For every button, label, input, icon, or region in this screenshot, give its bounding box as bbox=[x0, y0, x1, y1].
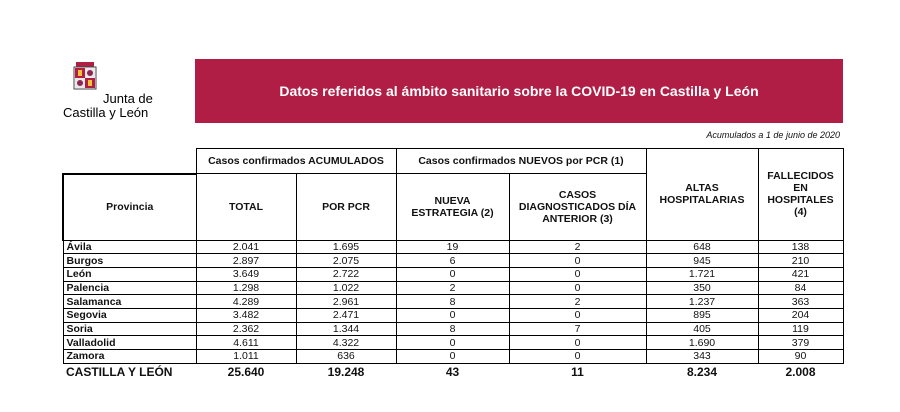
header-total: TOTAL bbox=[196, 174, 296, 241]
total-deaths: 2.008 bbox=[785, 364, 816, 379]
junta-logo bbox=[58, 62, 178, 122]
cell-pcr: 1.344 bbox=[296, 322, 396, 336]
cell-new-strategy: 8 bbox=[396, 322, 509, 336]
total-total: 25.640 bbox=[227, 364, 265, 379]
cell-discharges: 945 bbox=[646, 254, 758, 268]
logo-line-2: Castilla y León bbox=[63, 105, 149, 120]
table-row bbox=[63, 308, 843, 322]
cell-total: 2.362 bbox=[196, 322, 296, 336]
header-province: Provincia bbox=[63, 174, 196, 241]
cell-deaths: 138 bbox=[758, 240, 843, 254]
cell-new-strategy: 2 bbox=[396, 281, 509, 295]
cell-prev-day: 0 bbox=[509, 281, 646, 295]
cell-total: 3.482 bbox=[196, 308, 296, 322]
total-discharges: 8.234 bbox=[686, 364, 718, 379]
cell-pcr: 2.961 bbox=[296, 295, 396, 309]
table-body bbox=[63, 240, 843, 363]
totals-row bbox=[63, 363, 843, 380]
cell-province: Segovia bbox=[63, 308, 196, 322]
cell-new-strategy: 6 bbox=[396, 254, 509, 268]
cell-total: 2.897 bbox=[196, 254, 296, 268]
cell-prev-day: 0 bbox=[509, 254, 646, 268]
cell-province: Soria bbox=[63, 322, 196, 336]
cell-prev-day: 0 bbox=[509, 308, 646, 322]
group-accumulated: Casos confirmados ACUMULADOS bbox=[196, 149, 396, 174]
total-new-strategy: 43 bbox=[445, 364, 460, 379]
cell-prev-day: 7 bbox=[509, 322, 646, 336]
cell-new-strategy: 0 bbox=[396, 350, 509, 364]
cell-new-strategy: 0 bbox=[396, 267, 509, 281]
cell-pcr: 1.022 bbox=[296, 281, 396, 295]
cell-province: Zamora bbox=[63, 350, 196, 364]
cell-pcr: 2.722 bbox=[296, 267, 396, 281]
cell-deaths: 119 bbox=[758, 322, 843, 336]
cell-new-strategy: 19 bbox=[396, 240, 509, 254]
cell-province: Salamanca bbox=[63, 295, 196, 309]
table-row bbox=[63, 267, 843, 281]
table-row bbox=[63, 281, 843, 295]
cell-deaths: 363 bbox=[758, 295, 843, 309]
table-row bbox=[63, 295, 843, 309]
logo-line-1: Junta de bbox=[103, 91, 153, 106]
header-prev-day: CASOS DIAGNOSTICADOS DÍA ANTERIOR (3) bbox=[509, 174, 646, 241]
cell-discharges: 350 bbox=[646, 281, 758, 295]
cell-pcr: 2.075 bbox=[296, 254, 396, 268]
cell-province: Palencia bbox=[63, 281, 196, 295]
cell-prev-day: 0 bbox=[509, 350, 646, 364]
header-discharges: ALTAS HOSPITALARIAS bbox=[646, 149, 758, 241]
cell-prev-day: 2 bbox=[509, 295, 646, 309]
cell-province: Ávila bbox=[63, 240, 196, 254]
cell-discharges: 405 bbox=[646, 322, 758, 336]
header-deaths: FALLECIDOS EN HOSPITALES (4) bbox=[758, 149, 843, 241]
group-new-pcr: Casos confirmados NUEVOS por PCR (1) bbox=[396, 149, 646, 174]
cell-total: 4.611 bbox=[196, 336, 296, 350]
cell-new-strategy: 8 bbox=[396, 295, 509, 309]
table-row bbox=[63, 254, 843, 268]
cell-province: León bbox=[63, 267, 196, 281]
date-note: Acumulados a 1 de junio de 2020 bbox=[706, 130, 840, 140]
cell-pcr: 4.322 bbox=[296, 336, 396, 350]
cell-deaths: 204 bbox=[758, 308, 843, 322]
cell-new-strategy: 0 bbox=[396, 308, 509, 322]
cell-deaths: 84 bbox=[758, 281, 843, 295]
cell-pcr: 1.695 bbox=[296, 240, 396, 254]
cell-deaths: 421 bbox=[758, 267, 843, 281]
cell-prev-day: 0 bbox=[509, 336, 646, 350]
header-new-strategy: NUEVA ESTRATEGIA (2) bbox=[396, 174, 509, 241]
cell-discharges: 1.237 bbox=[646, 295, 758, 309]
title-banner bbox=[195, 59, 843, 123]
cell-discharges: 343 bbox=[646, 350, 758, 364]
cell-total: 1.011 bbox=[196, 350, 296, 364]
cell-discharges: 648 bbox=[646, 240, 758, 254]
cell-new-strategy: 0 bbox=[396, 336, 509, 350]
cell-prev-day: 0 bbox=[509, 267, 646, 281]
cell-discharges: 1.690 bbox=[646, 336, 758, 350]
table-row bbox=[63, 240, 843, 254]
cell-province: Burgos bbox=[63, 254, 196, 268]
table-row bbox=[63, 336, 843, 350]
cell-deaths: 379 bbox=[758, 336, 843, 350]
total-province: CASTILLA Y LEÓN bbox=[66, 364, 173, 379]
cell-deaths: 90 bbox=[758, 350, 843, 364]
banner-title: Datos referidos al ámbito sanitario sobre la COVID-19 en Castilla y León bbox=[279, 83, 759, 99]
cell-discharges: 1.721 bbox=[646, 267, 758, 281]
cell-prev-day: 2 bbox=[509, 240, 646, 254]
table-row bbox=[63, 322, 843, 336]
cell-total: 2.041 bbox=[196, 240, 296, 254]
cell-pcr: 2.471 bbox=[296, 308, 396, 322]
cell-province: Valladolid bbox=[63, 336, 196, 350]
cell-deaths: 210 bbox=[758, 254, 843, 268]
total-pcr: 19.248 bbox=[327, 364, 365, 379]
cell-pcr: 636 bbox=[296, 350, 396, 364]
cell-discharges: 895 bbox=[646, 308, 758, 322]
covid-data-table bbox=[62, 148, 844, 380]
cell-total: 4.289 bbox=[196, 295, 296, 309]
cell-total: 3.649 bbox=[196, 267, 296, 281]
header-pcr: POR PCR bbox=[296, 174, 396, 241]
total-prev-day: 11 bbox=[571, 364, 584, 379]
table-row bbox=[63, 350, 843, 364]
cell-total: 1.298 bbox=[196, 281, 296, 295]
